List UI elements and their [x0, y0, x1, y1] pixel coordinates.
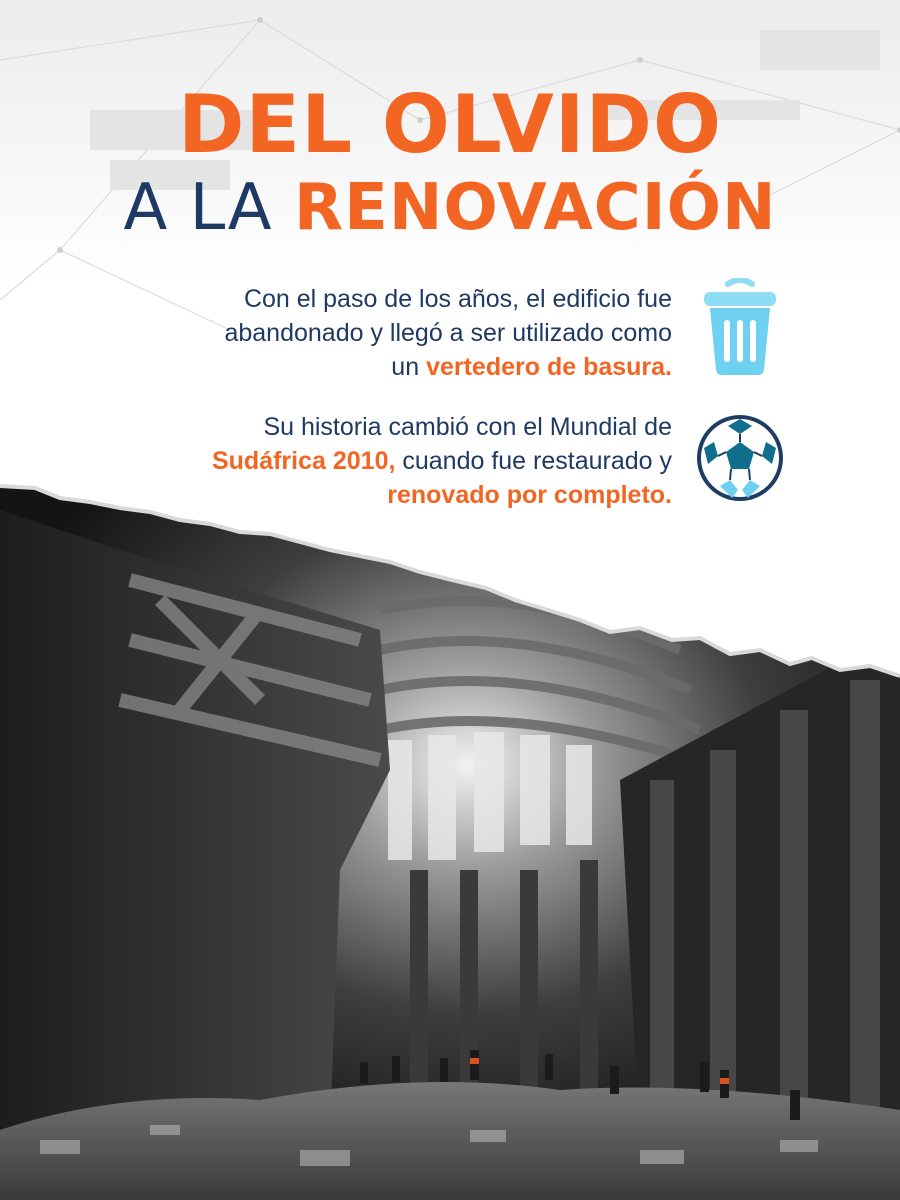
paragraph-2-highlight-2: renovado por completo. — [387, 481, 672, 509]
trash-can-icon — [700, 278, 780, 376]
paragraph-1-highlight: vertedero de basura. — [426, 353, 672, 381]
paragraph-2-line-1: Su historia cambió con el Mundial de — [263, 413, 672, 441]
paragraph-1-line-2: abandonado y llegó a ser utilizado como — [224, 319, 672, 347]
title-line-2-light: A LA — [123, 171, 294, 245]
paragraph-1-line-3-prefix: un — [391, 353, 427, 381]
paragraph-2-line-2-suffix: cuando fue restaurado y — [395, 447, 672, 475]
paragraph-abandoned — [112, 282, 672, 384]
title-line-1: DEL OLVIDO — [178, 78, 722, 171]
paragraph-2-highlight-1: Sudáfrica 2010, — [211, 447, 396, 475]
title-line-2-highlight: RENOVACIÓN — [293, 171, 777, 245]
soccer-ball-icon — [696, 414, 784, 502]
title-line-2 — [0, 168, 900, 248]
paragraph-renovation — [112, 410, 672, 512]
paragraph-1-line-1: Con el paso de los años, el edificio fue — [243, 285, 672, 313]
